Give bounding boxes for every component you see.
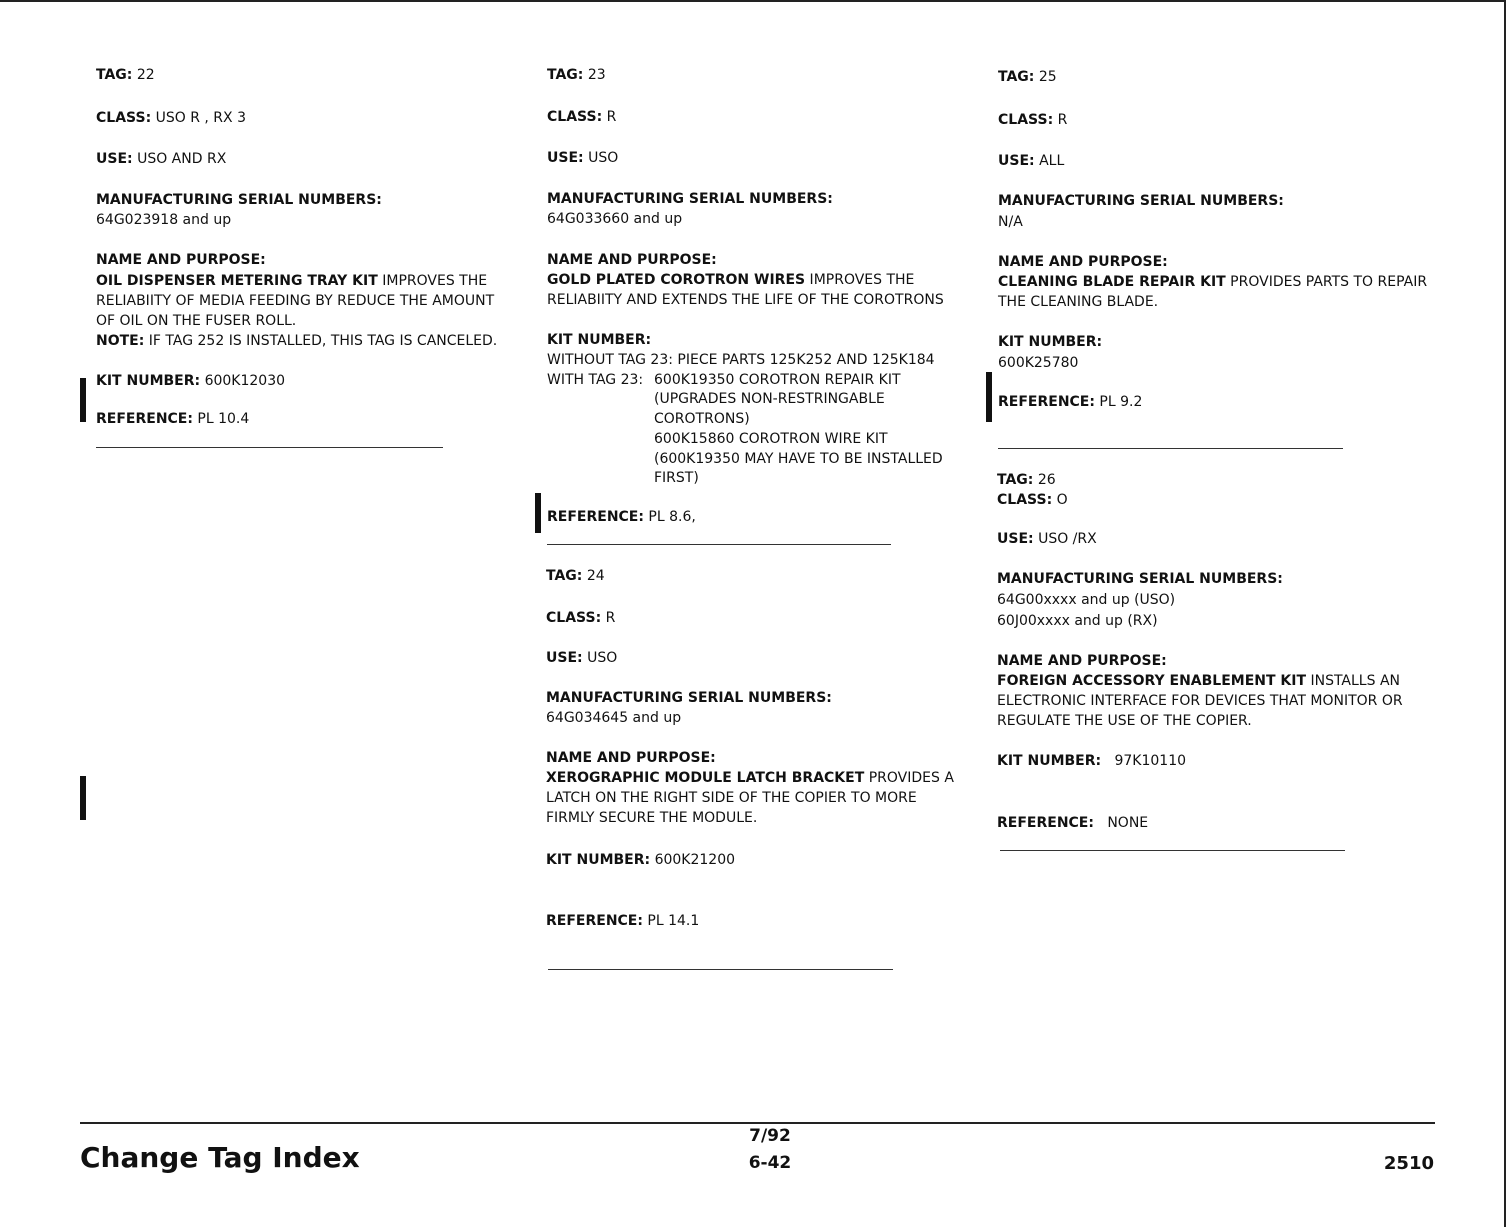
section-divider [96, 447, 443, 448]
serial-label: MANUFACTURING SERIAL NUMBERS: [546, 690, 832, 706]
kit-without-tag: WITHOUT TAG 23: PIECE PARTS 125K252 AND 125K184 [547, 352, 935, 368]
kit-with-tag-line: (UPGRADES NON-RESTRINGABLE [654, 391, 885, 407]
kit-name: GOLD PLATED COROTRON WIRES [547, 272, 806, 288]
serial-value: 64G034645 and up [546, 710, 682, 726]
change-bar [535, 493, 541, 533]
use-value: USO /RX [1038, 531, 1097, 547]
reference-value: PL 14.1 [647, 913, 700, 929]
kit-with-tag-line: COROTRONS) [654, 411, 750, 427]
class-value: O [1056, 492, 1068, 508]
tag-number: 26 [1037, 472, 1056, 488]
note-text: IF TAG 252 IS INSTALLED, THIS TAG IS CANCELED. [148, 333, 498, 349]
serial-value: 64G00xxxx and up (USO) [997, 592, 1176, 608]
kit-number-value: 97K10110 [1114, 753, 1187, 769]
kit-name: FOREIGN ACCESSORY ENABLEMENT KIT [997, 673, 1307, 689]
section-divider [1000, 850, 1345, 851]
kit-number-label: KIT NUMBER: [547, 332, 652, 348]
use-value: USO AND RX [137, 151, 227, 167]
section-divider [998, 448, 1343, 449]
reference-value: PL 8.6, [648, 509, 696, 525]
use-value: USO [587, 650, 618, 666]
kit-number-value: 600K12030 [204, 373, 286, 389]
name-purpose-label: NAME AND PURPOSE: [546, 750, 716, 766]
name-purpose-label: NAME AND PURPOSE: [998, 254, 1168, 270]
class-value: R [606, 109, 617, 125]
change-bar [80, 776, 86, 820]
serial-label: MANUFACTURING SERIAL NUMBERS: [96, 192, 382, 208]
serial-label: MANUFACTURING SERIAL NUMBERS: [997, 571, 1283, 587]
reference-value: PL 10.4 [197, 411, 250, 427]
class-value: USO R , RX 3 [155, 110, 246, 126]
reference-value: PL 9.2 [1099, 394, 1143, 410]
kit-with-tag-line: 600K19350 COROTRON REPAIR KIT [654, 372, 901, 388]
page-border-top [0, 0, 1506, 2]
footer-title: Change Tag Index [80, 1141, 360, 1174]
kit-with-tag-line: (600K19350 MAY HAVE TO BE INSTALLED [654, 451, 943, 467]
name-purpose-label: NAME AND PURPOSE: [96, 252, 266, 268]
serial-value: 64G033660 and up [547, 211, 683, 227]
name-purpose-label: NAME AND PURPOSE: [547, 252, 717, 268]
footer-rule [80, 1122, 1435, 1124]
serial-value: 60J00xxxx and up (RX) [997, 613, 1158, 629]
class-value: R [605, 610, 616, 626]
footer-page-number: 6-42 [748, 1153, 792, 1173]
kit-with-tag-line: FIRST) [654, 470, 699, 486]
change-bar [80, 378, 86, 422]
kit-number-value: 600K25780 [998, 355, 1079, 371]
use-value: ALL [1039, 153, 1065, 169]
serial-value: N/A [998, 214, 1023, 230]
change-bar [986, 372, 992, 422]
footer-date: 7/92 [749, 1126, 791, 1146]
serial-value: 64G023918 and up [96, 212, 232, 228]
name-purpose-label: NAME AND PURPOSE: [997, 653, 1167, 669]
kit-name: OIL DISPENSER METERING TRAY KIT [96, 273, 378, 289]
kit-with-tag-line: 600K15860 COROTRON WIRE KIT [654, 431, 888, 447]
tag-number: 24 [586, 568, 605, 584]
kit-name: CLEANING BLADE REPAIR KIT [998, 274, 1226, 290]
use-value: USO [588, 150, 619, 166]
tag-number: 25 [1038, 69, 1057, 85]
section-divider [547, 544, 891, 545]
class-value: R [1057, 112, 1068, 128]
tag-number: 23 [587, 67, 606, 83]
serial-label: MANUFACTURING SERIAL NUMBERS: [998, 193, 1284, 209]
reference-value: NONE [1107, 815, 1149, 831]
footer-model-number: 2510 [1383, 1153, 1434, 1174]
section-divider [548, 969, 893, 970]
tag-number: 22 [136, 67, 155, 83]
kit-number-label: KIT NUMBER: [998, 334, 1103, 350]
kit-number-value: 600K21200 [654, 852, 736, 868]
kit-with-tag-label: WITH TAG 23: [547, 372, 644, 388]
kit-name: XEROGRAPHIC MODULE LATCH BRACKET [546, 770, 865, 786]
serial-label: MANUFACTURING SERIAL NUMBERS: [547, 191, 833, 207]
